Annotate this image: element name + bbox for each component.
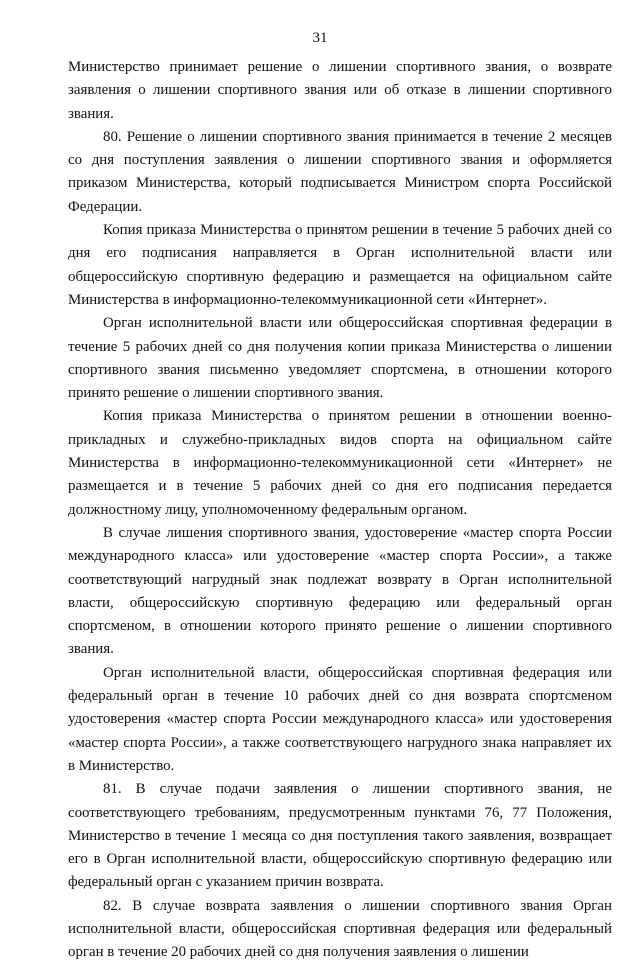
paragraph-clause-81: 81. В случае подачи заявления о лишении спортивного звания, не соответствующего требованиям, предусмотренным пунктами 76, 77 Положения, Министерство в течение 1 месяца со дня поступления такого заявления, возвращает его в Орган исполнительной власти, общероссийскую спортивную федерацию или федеральный орган с указанием причин возврата. bbox=[68, 781, 612, 891]
paragraph-certificate-return: В случае лишения спортивного звания, удостоверение «мастер спорта России международного класса» или удостоверение «мастер спорта России», а также соответствующий нагрудный знак подлежат возврату в Орган исполнительной власти, общероссийскую спортивную федерацию или федеральный орган спортсменом, в отношении которого принято решение о лишении спортивного звания. bbox=[68, 524, 612, 658]
paragraph-order-copy: Копия приказа Министерства о принятом решении в течение 5 рабочих дней со дня его подписания направляется в Орган исполнительной власти или общероссийскую спортивную федерацию и размещается на официальном сайте Министерства в информационно-телекоммуникационной сети «Интернет». bbox=[68, 222, 612, 308]
paragraph-forward-to-ministry: Орган исполнительной власти, общероссийская спортивная федерация или федеральный орган в течение 10 рабочих дней со дня возврата спортсменом удостоверения «мастер спорта России международного класса» или удостоверения «мастер спорта России», а также соответствующего нагрудного знака направляет их в Министерство. bbox=[68, 664, 612, 774]
paragraph-clause-82: 82. В случае возврата заявления о лишении спортивного звания Орган исполнительной власти, общероссийская спортивная федерация или федеральный орган в течение 20 рабочих дней со дня получения заявления о лишении bbox=[68, 897, 612, 961]
paragraph-military-sports: Копия приказа Министерства о принятом решении в отношении военно-прикладных и служебно-прикладных видов спорта на официальном сайте Министерства в информационно-телекоммуникационной сети «Интернет» не размещается и в течение 5 рабочих дней со дня его подписания передается должностному лицу, уполномоченному федеральным органом. bbox=[68, 408, 612, 518]
paragraph-athlete-notification: Орган исполнительной власти или общероссийская спортивная федерации в течение 5 рабочих дней со дня получения копии приказа Министерства о лишении спортивного звания письменно уведомляет спортсмена, в отношении которого принято решение о лишении спортивного звания. bbox=[68, 315, 612, 402]
document-body bbox=[68, 56, 612, 965]
paragraph-clause-80: 80. Решение о лишении спортивного звания принимается в течение 2 месяцев со дня поступления заявления о лишении спортивного звания и оформляется приказом Министерства, который подписывается Министром спорта Российской Федерации. bbox=[68, 128, 612, 215]
paragraph-ministry-decision: Министерство принимает решение о лишении спортивного звания, о возврате заявления о лишении спортивного звания или об отказе в лишении спортивного звания. bbox=[68, 59, 612, 122]
page-number: 31 bbox=[312, 30, 328, 46]
